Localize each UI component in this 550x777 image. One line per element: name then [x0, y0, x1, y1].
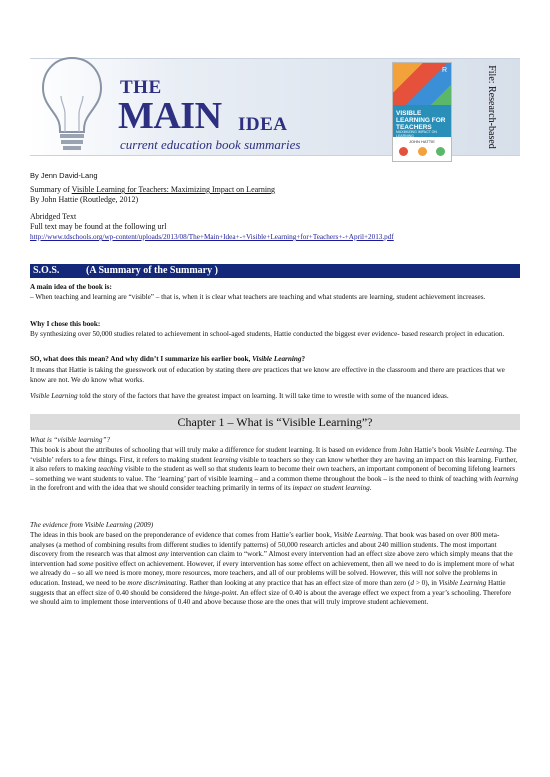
evidence-heading: The evidence from Visible Learning (2009) [30, 521, 154, 529]
evidence-paragraph: The ideas in this book are based on the preponderance of evidence that comes from Hattie’s earlier book, Visible Learning. That book was based on over 800 meta-analyses (a method of combining results from different studies to identify patterns) of 50,000 research articles and about 240 million students. The most important discovery from the research was that almost any intervention can claim to “work.” Almost every intervention had an effect size above zero which simply means that the intervention had some positive effect on achievement. However, if every intervention has some effect on achievement, then all we need to do is implement more of what we already do – so all we need is more money, more resources, more teachers, and all of our problems will be solved. However, this will not solve the problems in education. Instead, we need to be more discriminating. Rather than looking at any practice that has an effect size of more than zero (d > 0), in Visible Learning Hattie suggests that an effect size of 0.40 should be considered the hinge-point. An effect size of 0.40 is about the average effect we expect from a year’s schooling. Therefore we should aim to implement those interventions of 0.40 and above because those are the ones that will truly improve student achievement. [30, 531, 515, 607]
badge-dot [418, 147, 427, 156]
main-idea-heading: A main idea of the book is: [30, 283, 112, 291]
main-idea-text: – When teaching and learning are “visible” – that is, when it is clear what teachers are teaching and what students are learning, student achievement increases. [30, 293, 486, 301]
publisher-mark: R [441, 67, 447, 74]
book-title: Visible Learning for Teachers: Maximizing Impact on Learning [71, 185, 276, 194]
summary-line: Summary of Visible Learning for Teachers: Maximizing Impact on Learning [30, 185, 276, 194]
visible-learning-question: What is “visible learning”? [30, 436, 111, 444]
so-heading: SO, what does this mean? And why didn’t I summarize his earlier book, Visible Learning? [30, 355, 306, 363]
book-cover-subtitle: MAXIMIZING IMPACT ON LEARNING [396, 130, 437, 138]
book-cover-image [392, 62, 452, 162]
sos-title: (A Summary of the Summary ) [86, 265, 218, 276]
badge-dot [399, 147, 408, 156]
file-label: File: Research-based [486, 65, 497, 149]
logo-the: THE [120, 77, 162, 98]
chapter-heading: Chapter 1 – What is “Visible Learning”? [30, 414, 520, 430]
logo-idea: IDEA [238, 114, 288, 135]
book-cover-author: JOHN HATTIE [409, 139, 435, 144]
so-paragraph-2: Visible Learning told the story of the factors that have the greatest impact on learning. It will take time to wrestle with some of the nuanced ideas. [30, 392, 449, 400]
sos-heading-bar [30, 264, 520, 278]
why-text: By synthesizing over 50,000 studies related to achievement in school-aged students, Hattie conducted the biggest ever evidence- based research project in education. [30, 330, 505, 338]
so-paragraph-1: It means that Hattie is taking the guesswork out of education by stating there are practices that we know are effective in the classroom and there are practices that we know are not. We do know what works. [30, 366, 505, 384]
lightbulb-icon [37, 52, 107, 156]
sos-label: S.O.S. [33, 265, 60, 276]
why-heading: Why I chose this book: [30, 320, 101, 328]
visible-learning-paragraph: This book is about the attributes of schooling that will truly make a difference for student learning. It is based on evidence from John Hattie’s book Visible Learning. The ‘visible’ refers to a few things. First, it refers to making student learning visible to teachers so they can know whether they are having an impact on this learning. Further, it also refers to making teaching visible to the student as well so that students learn to become their own teachers, an important component of becoming lifelong learners – something we want students to value. The ‘learning’ part of visible learning – and a common theme throughout the book – is the need to think of teaching with learning in the forefront and with the idea that we should consider teaching primarily in terms of its impact on student learning. [30, 446, 519, 493]
badge-dot [436, 147, 445, 156]
book-cover-badges [399, 147, 445, 156]
source-link[interactable]: http://www.tdschools.org/wp-content/uploads/2013/08/The+Main+Idea+-+Visible+Learning+for+Teachers+-+April+2013.pdf [30, 233, 394, 241]
logo-subtitle: current education book summaries [120, 137, 301, 152]
book-cover-title: VISIBLE LEARNING FOR TEACHERS [396, 110, 446, 131]
byline: By Jenn David-Lang [30, 171, 98, 180]
author-line: By John Hattie (Routledge, 2012) [30, 195, 139, 204]
full-text-label: Full text may be found at the following url [30, 222, 167, 231]
logo-main: MAIN [118, 95, 222, 137]
abridged-label: Abridged Text [30, 212, 77, 221]
